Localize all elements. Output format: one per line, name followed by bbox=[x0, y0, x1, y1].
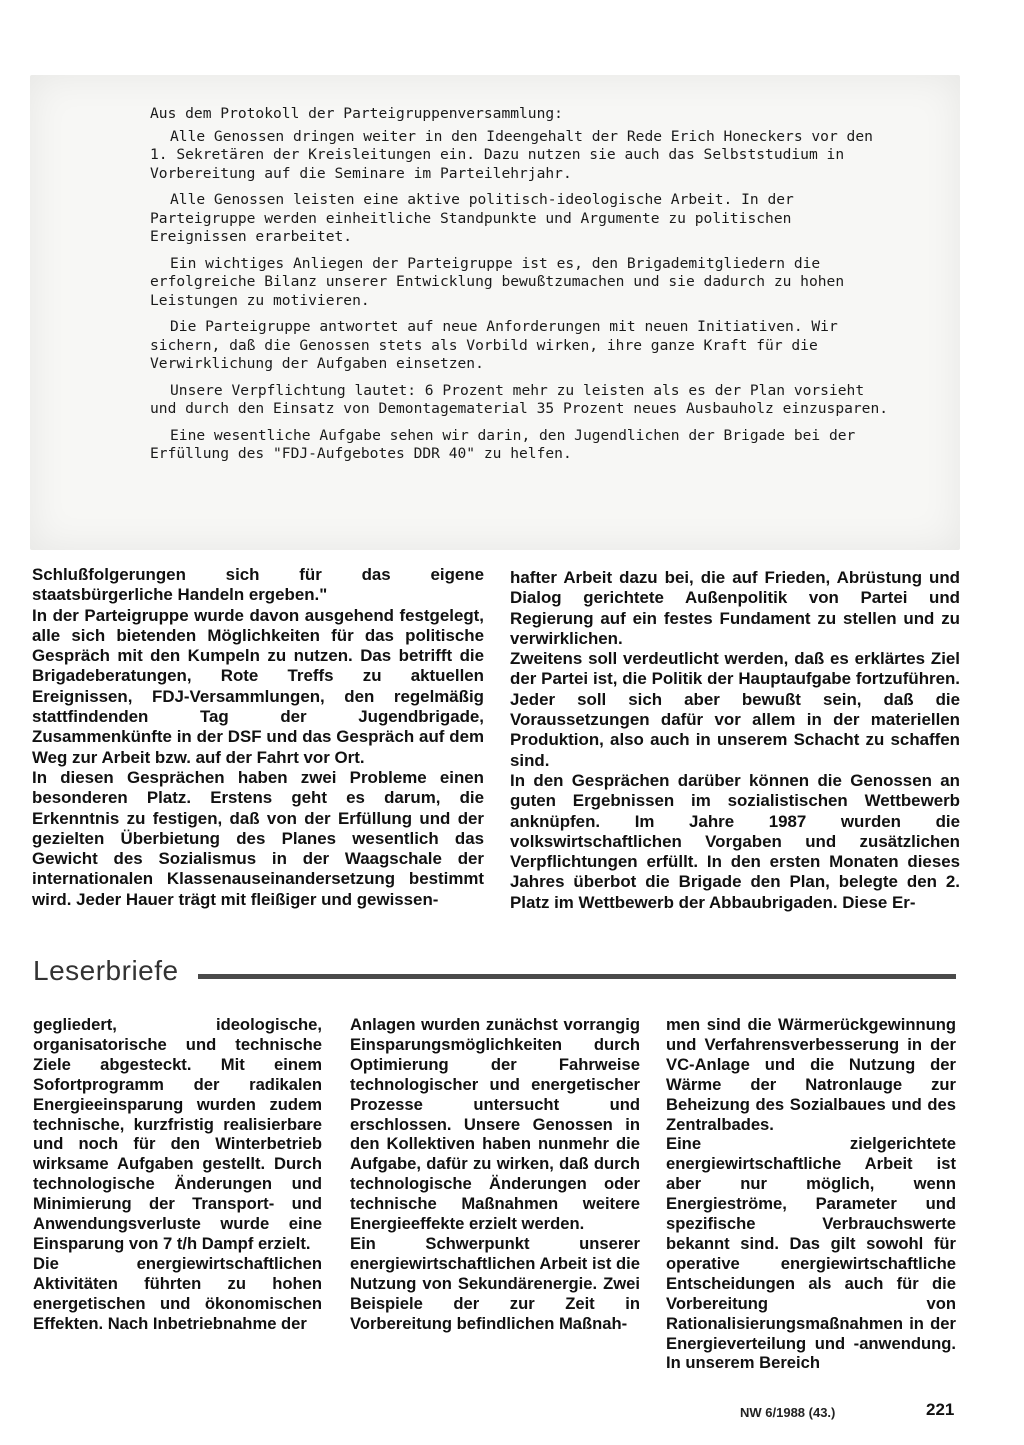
letters-column-2 bbox=[350, 1015, 640, 1334]
protocol-box bbox=[30, 75, 960, 550]
letter-paragraph: men sind die Wärmerückgewinnung und Verfahrensverbesserung in der VC-Anlage und die Nutzung der Wärme der Natronlauge zur Beheizung des Sozialbaues und des Zentralbades. bbox=[666, 1015, 956, 1134]
article-paragraph: In der Parteigruppe wurde davon ausgehend festgelegt, alle sich bietenden Möglichkeiten für das politische Gespräch mit den Kumpeln zu nutzen. Das betrifft die Brigadeberatungen, Rote Treffs zu aktuellen Ereignissen, FDJ-Versammlungen, den regelmäßig stattfindenden Tag der Jugendbrigade, Zusammenkünfte in der DSF und das Gespräch auf dem Weg zur Arbeit bzw. auf der Fahrt vor Ort. bbox=[32, 605, 484, 767]
article-paragraph: Schlußfolgerungen sich für das eigene staatsbürgerliche Handeln ergeben." bbox=[32, 565, 484, 605]
protocol-paragraph: Ein wichtiges Anliegen der Parteigruppe ist es, den Brigademitgliedern die erfolgreiche Bilanz unserer Entwicklung bewußtzumachen und sie dadurch zu hohen Leistungen zu motivieren. bbox=[150, 254, 845, 309]
article-paragraph: hafter Arbeit dazu bei, die auf Frieden, Abrüstung und Dialog gerichtete Außenpolitik von Partei und Regierung auf ein festes Fundament zu stellen und zu verwirklichen. bbox=[510, 568, 960, 648]
protocol-paragraph: Alle Genossen dringen weiter in den Ideengehalt der Rede Erich Honeckers vor den 1. Sekretären der Kreisleitungen ein. Dazu nutzen sie auch das Selbststudium in Vorbereitung auf die Seminare im Parteilehrjahr. bbox=[150, 127, 873, 182]
article-paragraph: Zweitens soll verdeutlicht werden, daß es erklärtes Ziel der Partei ist, die Politik der Hauptaufgabe fortzuführen. Jeder soll sich aber bewußt sein, daß die Voraussetzungen dafür vor allem in der materiellen Produktion, also auch in unserem Schacht zu schaffen sind. bbox=[510, 649, 960, 770]
protocol-paragraph: Unsere Verpflichtung lautet: 6 Prozent mehr zu leisten als es der Plan vorsieht und durch den Einsatz von Demontagematerial 35 Prozent neues Ausbauholz einzusparen. bbox=[150, 381, 889, 417]
article-paragraph: In diesen Gesprächen haben zwei Probleme einen besonderen Platz. Erstens geht es darum, die Erkenntnis zu festigen, daß von der Erfüllung und der gezielten Überbietung des Planes wesentlich das Gewicht des Sozialismus in der Waagschale der internationalen Klassenauseinandersetzung bestimmt wird. Jeder Hauer trägt mit fleißiger und gewissen- bbox=[32, 767, 484, 909]
protocol-paragraph: Eine wesentliche Aufgabe sehen wir darin, den Jugendlichen der Brigade bei der Erfüllung des "FDJ-Aufgebotes DDR 40" zu helfen. bbox=[150, 426, 856, 462]
article-paragraph: In den Gesprächen darüber können die Genossen an guten Ergebnissen im sozialistischen Wettbewerb anknüpfen. Im Jahre 1987 wurden die volkswirtschaftlichen Vorgaben und zusätzlichen Verpflichtungen erfüllt. In den ersten Monaten dieses Jahres überbot die Brigade den Plan, belegte den 2. Platz im Wettbewerb der Abbaubrigaden. Diese Er- bbox=[510, 770, 960, 912]
letter-paragraph: gegliedert, ideologische, organisatorische und technische Ziele abgesteckt. Mit einem Sofortprogramm der radikalen Energieeinsparung wurden zudem technische, kurzfristig realisierbare und noch für den Winterbetrieb wirksame Aufgaben gestellt. Durch technologische Änderungen und Minimierung der Transport- und Anwendungsverluste wurde eine Einsparung von 7 t/h Dampf erzielt. bbox=[33, 1015, 322, 1253]
letter-paragraph: Die energiewirtschaftlichen Aktivitäten führten zu hohen energetischen und ökonomischen Effekten. Nach Inbetriebnahme der bbox=[33, 1253, 322, 1333]
letter-paragraph: Anlagen wurden zunächst vorrangig Einsparungsmöglichkeiten durch Optimierung der Fahrweise technologischer und energetischer Prozesse untersucht und erschlossen. Unsere Genossen in den Kollektiven haben nunmehr die Aufgabe, dafür zu wirken, daß durch technologische Änderungen oder technische Maßnahmen weitere Energieeffekte erzielt werden. bbox=[350, 1015, 640, 1234]
letter-paragraph: Ein Schwerpunkt unserer energiewirtschaftlichen Arbeit ist die Nutzung von Sekundärenergie. Zwei Beispiele der zur Zeit in Vorbereitung befindlichen Maßnah- bbox=[350, 1233, 640, 1333]
letter-paragraph: Eine zielgerichtete energiewirtschaftliche Arbeit ist aber nur möglich, wenn Energieströme, Parameter und spezifische Verbrauchswerte bekannt sind. Das gilt sowohl für operative energiewirtschaftliche Entscheidungen als auch für die Vorbereitung von Rationalisierungsmaßnahmen in der Energieverteilung und -anwendung. In unserem Bereich bbox=[666, 1134, 956, 1373]
letters-column-1 bbox=[33, 1015, 322, 1334]
article-left-column bbox=[32, 565, 484, 910]
footer-source: NW 6/1988 (43.) bbox=[740, 1405, 836, 1420]
article-right-column bbox=[510, 568, 960, 913]
page-number: 221 bbox=[926, 1400, 955, 1419]
section-divider bbox=[198, 974, 956, 979]
protocol-paragraph: Alle Genossen leisten eine aktive politisch-ideologische Arbeit. In der Parteigruppe werden einheitliche Standpunkte und Argumente zu politischen Ereignissen erarbeitet. bbox=[150, 191, 794, 245]
protocol-heading: Aus dem Protokoll der Parteigruppenversammlung: bbox=[150, 105, 563, 122]
section-title: Leserbriefe bbox=[33, 955, 179, 986]
letters-column-3 bbox=[666, 1015, 956, 1373]
protocol-paragraph: Die Parteigruppe antwortet auf neue Anforderungen mit neuen Initiativen. Wir sichern, daß die Genossen stets als Vorbild wirken, ihre ganze Kraft für die Verwirklichung der Aufgaben einsetzen. bbox=[150, 318, 838, 372]
protocol-text bbox=[150, 105, 890, 472]
